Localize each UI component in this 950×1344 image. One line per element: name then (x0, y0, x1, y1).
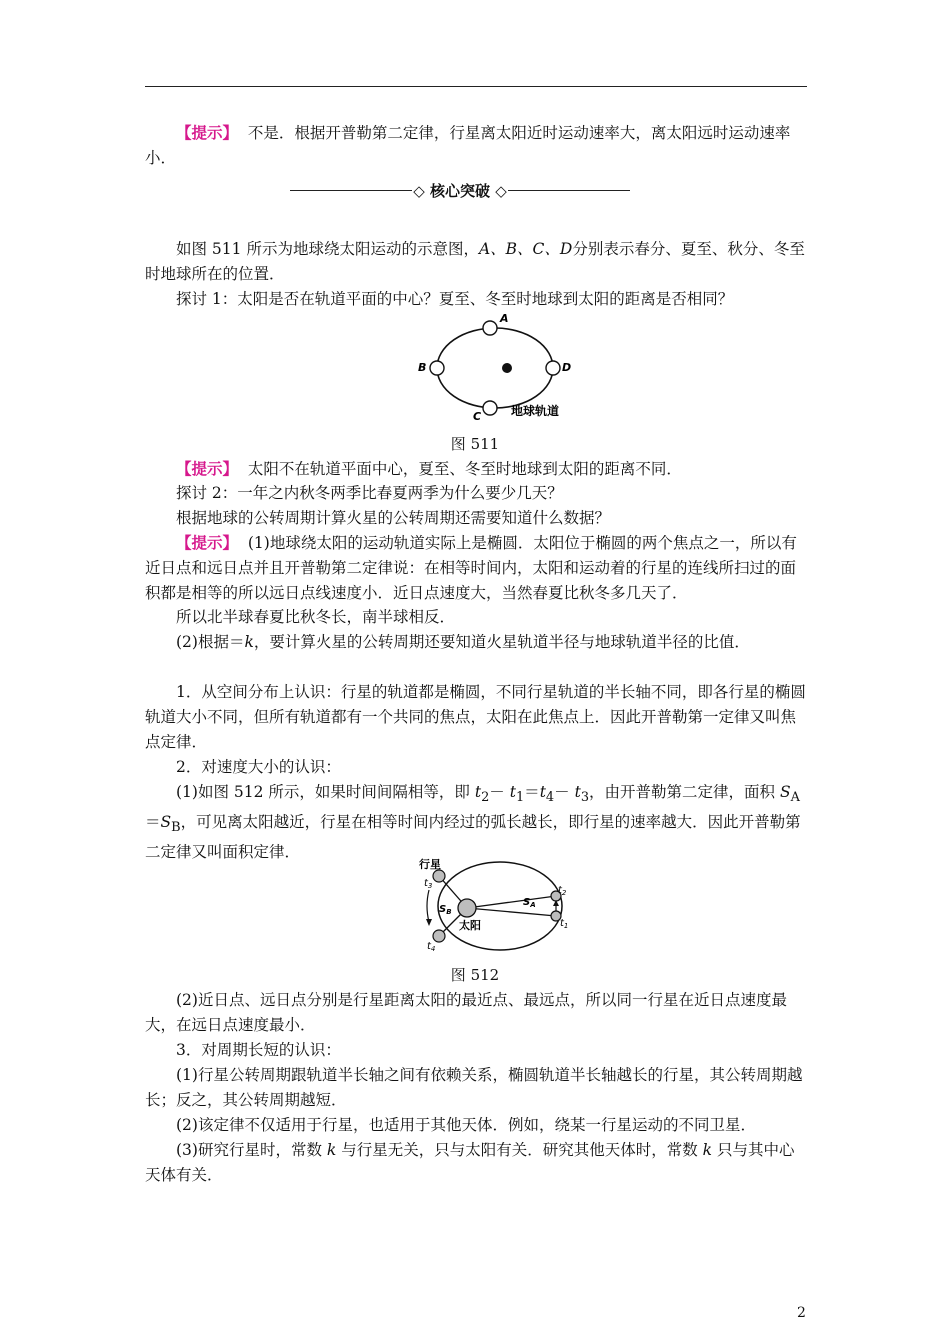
t3-label: $t_3$ (424, 878, 433, 890)
point-3-2: (2)该定律不仅适用于行星，也适用于其他天体．例如，绕某一行星运动的不同卫星． (176, 1116, 756, 1134)
label-d: D (562, 361, 572, 374)
hint-label: 【提示】 (176, 123, 239, 142)
point-3-1: (1)行星公转周期跟轨道半长轴之间有依赖关系，椭圆轨道半长轴越长的行星，其公转周期越长；反之，其公转周期越短． (145, 1066, 803, 1109)
figure-511-orbit-diagram (410, 312, 580, 424)
hint-paragraph-3c: (2)根据＝k，要计算火星的公转周期还要知道火星轨道半径与地球轨道半径的比值． (176, 633, 750, 651)
section-title: ◇ 核心突破 ◇ (413, 182, 507, 200)
t2-label: $t_2$ (558, 885, 567, 897)
hint-paragraph-3: 【提示】 (1)地球绕太阳的运动轨道实际上是椭圆．太阳位于椭圆的两个焦点之一，所以有近日点和远日点并且开普勒第二定律说：在相等时间内，太阳和运动着的行星的连线所扫过的面积都是相等的所以远日点线速度小．近日点速度大，当然春夏比秋冬多几天了． (145, 533, 797, 602)
area-sb-label: $S_B$ (439, 904, 452, 916)
t1-label: $t_1$ (560, 918, 569, 930)
sun-circle (458, 899, 476, 917)
planet-t4 (433, 930, 445, 942)
point-2-2: (2)近日点、远日点分别是行星距离太阳的最近点、最远点，所以同一行星在近日点速度最大，在远日点速度最小． (145, 991, 787, 1034)
sun-dot (502, 363, 512, 373)
earth-position-c (483, 401, 497, 415)
arrow-head-left (426, 919, 432, 926)
discussion-2a: 探讨 2：一年之内秋冬两季比春夏两季为什么要少几天？ (176, 484, 563, 502)
earth-position-d (546, 361, 560, 375)
t4-label: $t_4$ (427, 941, 436, 953)
discussion-2b: 根据地球的公转周期计算火星的公转周期还需要知道什么数据？ (176, 509, 611, 527)
figure-512-caption: 图 512 (450, 966, 500, 984)
intro-paragraph: 如图 511 所示为地球绕太阳运动的示意图，A、B、C、D分别表示春分、夏至、秋分、冬至时地球所在的位置． (145, 240, 805, 283)
point-2: 2．对速度大小的认识： (176, 758, 341, 776)
point-1: 1．从空间分布上认识：行星的轨道都是椭圆，不同行星轨道的半长轴不同，即各行星的椭圆轨道大小不同，但所有轨道都有一个共同的焦点，太阳在此焦点上．因此开普勒第一定律又叫焦点定律． (145, 683, 806, 751)
label-b: B (418, 361, 427, 374)
sun-label: 太阳 (459, 919, 481, 932)
earth-position-b (430, 361, 444, 375)
hint-paragraph-3b: 所以北半球春夏比秋冬长，南半球相反． (176, 608, 456, 626)
earth-position-a (483, 321, 497, 335)
figure-511-caption: 图 511 (450, 435, 500, 453)
radius-t2 (467, 896, 556, 908)
point-3-3: (3)研究行星时，常数 k 与行星无关，只与太阳有关．研究其他天体时，常数 k 只与其中心天体有关． (145, 1141, 795, 1184)
label-c: C (473, 410, 482, 423)
planet-t3 (433, 870, 445, 882)
planet-orbit (438, 862, 562, 950)
area-sa-label: $S_A$ (523, 897, 536, 909)
point-2-1: (1)如图 512 所示，如果时间间隔相等，即 $t_2- t_1=t_4- t_3$，由开普勒第二定律，面积 $S_A=S_B$，可见离太阳越近，行星在相等时间内经过的弧长越长，即行星的速率越大．因此开普勒第二定律又叫面积定律． (145, 783, 801, 862)
figure-512-area-law-diagram (415, 856, 575, 956)
header-rule (145, 86, 807, 87)
label-a: A (500, 312, 509, 325)
orbit-label: 地球轨道 (511, 404, 560, 418)
earth-orbit (437, 328, 553, 408)
hint-paragraph-1: 【提示】 不是．根据开普勒第二定律，行星离太阳近时运动速率大，离太阳远时运动速率小． (145, 123, 791, 167)
radius-t1 (467, 908, 556, 916)
page-number: 2 (797, 1305, 806, 1321)
hint-paragraph-2: 【提示】 太阳不在轨道平面中心，夏至、冬至时地球到太阳的距离不同． (176, 459, 682, 478)
arrow-t3-t4 (427, 890, 429, 922)
discussion-1: 探讨 1：太阳是否在轨道平面的中心？夏至、冬至时地球到太阳的距离是否相同？ (176, 290, 734, 308)
section-heading (290, 180, 630, 200)
point-3: 3．对周期长短的认识： (176, 1041, 341, 1059)
planet-label: 行星 (419, 858, 441, 871)
